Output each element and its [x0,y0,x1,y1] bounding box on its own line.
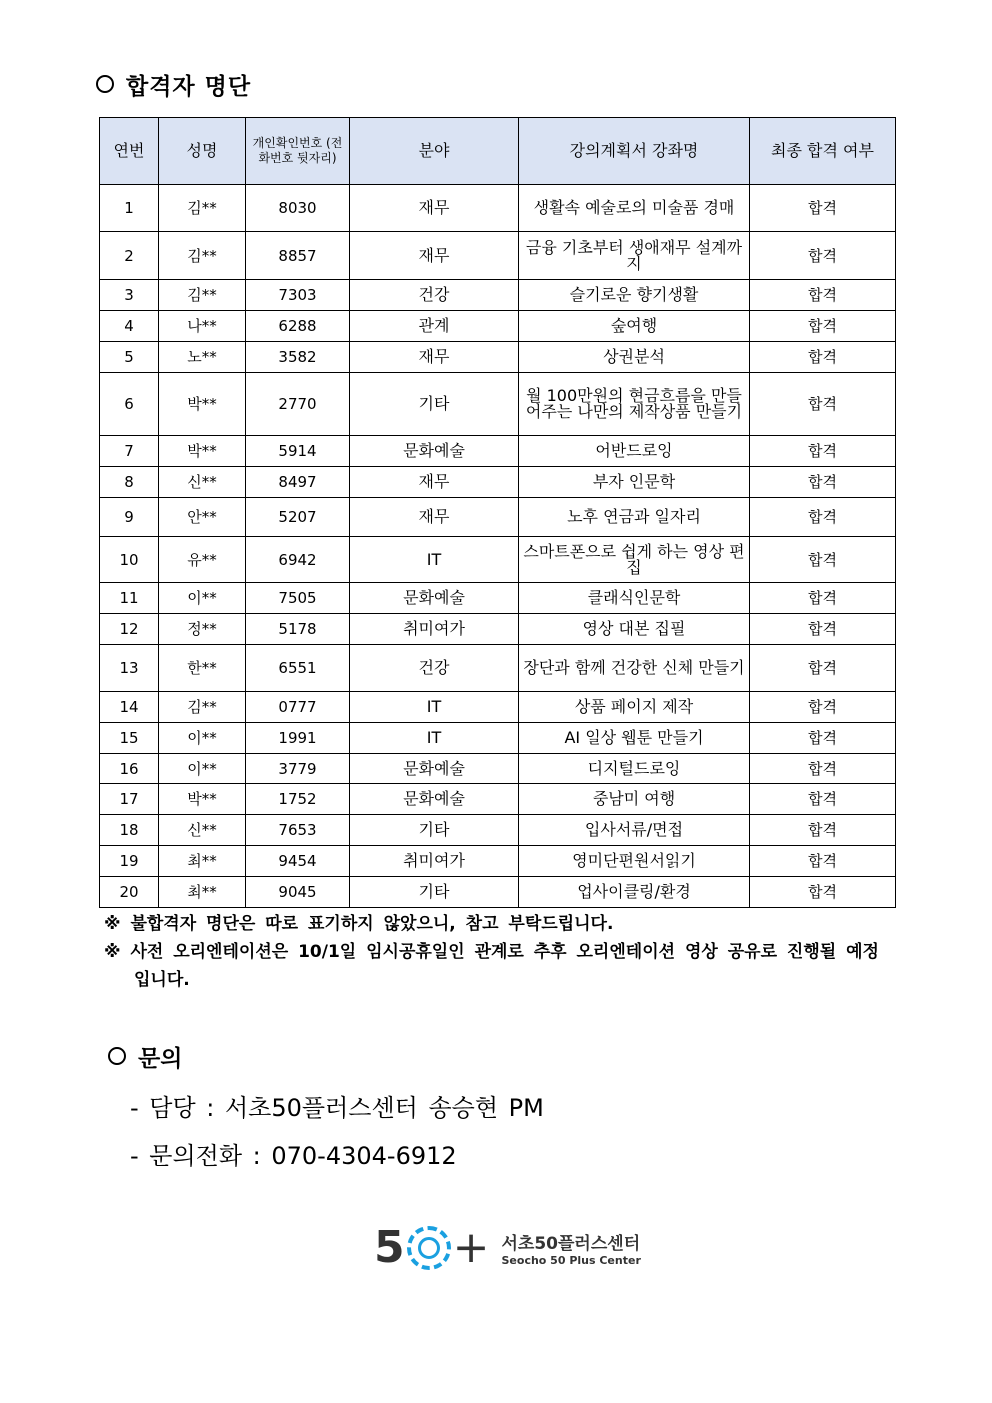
table-cell: 박** [159,373,246,436]
table-cell: 슬기로운 향기생활 [519,280,750,311]
table-cell: 12 [100,614,159,645]
table-cell: 0777 [246,692,350,723]
table-cell: 김** [159,692,246,723]
table-cell: 스마트폰으로 쉽게 하는 영상 편집 [519,537,750,583]
table-cell: 이** [159,583,246,614]
table-cell: 문화예술 [350,784,519,815]
table-cell: 8030 [246,185,350,232]
logo-en: Seocho 50 Plus Center [501,1253,641,1267]
table-cell: 합격 [750,342,896,373]
table-cell: 20 [100,877,159,908]
table-cell: 정** [159,614,246,645]
section-title-text: 합격자 명단 [126,74,252,100]
table-row [100,232,896,280]
table-cell: 재무 [350,467,519,498]
logo-ring-icon [407,1226,451,1270]
table-cell: 5178 [246,614,350,645]
table-cell: 13 [100,645,159,692]
table-cell: 4 [100,311,159,342]
table-cell: 합격 [750,815,896,846]
table-cell: 합격 [750,185,896,232]
table-cell: 신** [159,815,246,846]
table-row [100,373,896,436]
table-row [100,784,896,815]
table-cell: 건강 [350,280,519,311]
table-cell: 나** [159,311,246,342]
table-row [100,723,896,754]
table-cell: 7505 [246,583,350,614]
table-row [100,692,896,723]
table-cell: 합격 [750,537,896,583]
table-cell: 문화예술 [350,583,519,614]
table-row [100,280,896,311]
table-cell: 1991 [246,723,350,754]
table-cell: 15 [100,723,159,754]
table-cell: 합격 [750,311,896,342]
table-cell: 6288 [246,311,350,342]
table-cell: 2 [100,232,159,280]
table-cell: 1 [100,185,159,232]
table-cell: 노** [159,342,246,373]
table-row [100,645,896,692]
note: ※ 사전 오리엔테이션은 10/1일 임시공휴일인 관계로 추후 오리엔테이션 영상 공유로 진행될 예정입니다. [104,942,879,990]
table-cell: 합격 [750,467,896,498]
table-cell: 입사서류/면접 [519,815,750,846]
table-row [100,877,896,908]
table-cell: 노후 연금과 일자리 [519,498,750,537]
table-cell: 장단과 함께 건강한 신체 만들기 [519,645,750,692]
table-cell: 기타 [350,877,519,908]
table-cell: 재무 [350,232,519,280]
table-cell: IT [350,692,519,723]
table-cell: 합격 [750,784,896,815]
table-cell: 합격 [750,754,896,784]
table-row [100,311,896,342]
table-cell: 9045 [246,877,350,908]
table-cell: 상권분석 [519,342,750,373]
logo-5: 5 [374,1222,405,1273]
table-row [100,467,896,498]
column-header: 성명 [159,118,246,185]
table-cell: 어반드로잉 [519,436,750,467]
table-cell: 최** [159,877,246,908]
table-cell: 8497 [246,467,350,498]
table-cell: 문화예술 [350,436,519,467]
table-cell: 월 100만원의 현금흐름을 만들어주는 나만의 제작상품 만들기 [519,373,750,436]
table-cell: 10 [100,537,159,583]
column-header: 분야 [350,118,519,185]
table-cell: 문화예술 [350,754,519,784]
center-logo [374,1222,641,1273]
table-row [100,754,896,784]
table-cell: 안** [159,498,246,537]
table-cell: 16 [100,754,159,784]
table-cell: 클래식인문학 [519,583,750,614]
table-cell: 3 [100,280,159,311]
passers-table [99,117,896,908]
table-cell: 영상 대본 집필 [519,614,750,645]
section-title-contact [108,1040,182,1073]
table-cell: IT [350,537,519,583]
table-cell: 취미여가 [350,846,519,877]
table-cell: 8857 [246,232,350,280]
table-cell: 합격 [750,614,896,645]
table-cell: 5 [100,342,159,373]
table-cell: 한** [159,645,246,692]
table-cell: 8 [100,467,159,498]
table-cell: 6551 [246,645,350,692]
table-cell: 17 [100,784,159,815]
circle-bullet-icon [108,1047,126,1065]
table-cell: 중남미 여행 [519,784,750,815]
table-cell: 합격 [750,436,896,467]
table-cell: 합격 [750,280,896,311]
table-cell: 박** [159,784,246,815]
table-row [100,436,896,467]
table-cell: 2770 [246,373,350,436]
table-row [100,498,896,537]
table-cell: 영미단편원서읽기 [519,846,750,877]
table-cell: 7 [100,436,159,467]
table-cell: 6 [100,373,159,436]
table-cell: 업사이클링/환경 [519,877,750,908]
table-cell: 재무 [350,185,519,232]
table-row [100,614,896,645]
table-cell: 재무 [350,342,519,373]
table-cell: 유** [159,537,246,583]
table-cell: 합격 [750,583,896,614]
table-cell: 6942 [246,537,350,583]
section-title-passers [96,68,251,101]
table-cell: 9454 [246,846,350,877]
table-row [100,815,896,846]
table-row [100,342,896,373]
table-cell: 합격 [750,723,896,754]
table-cell: 부자 인문학 [519,467,750,498]
table-cell: 7303 [246,280,350,311]
table-cell: 생활속 예술로의 미술품 경매 [519,185,750,232]
table-cell: 3582 [246,342,350,373]
table-cell: IT [350,723,519,754]
table-cell: 관계 [350,311,519,342]
table-cell: 이** [159,723,246,754]
table-cell: 3779 [246,754,350,784]
table-cell: 합격 [750,846,896,877]
column-header: 연번 [100,118,159,185]
table-cell: 합격 [750,498,896,537]
logo-plus: + [452,1222,490,1273]
table-row [100,185,896,232]
note: ※ 불합격자 명단은 따로 표기하지 않았으니, 참고 부탁드립니다. [104,914,614,934]
table-cell: 디지털드로잉 [519,754,750,784]
column-header: 강의계획서 강좌명 [519,118,750,185]
table-cell: 금융 기초부터 생애재무 설계까지 [519,232,750,280]
table-cell: 합격 [750,877,896,908]
table-cell: 합격 [750,232,896,280]
table-cell: 기타 [350,373,519,436]
table-cell: 박** [159,436,246,467]
table-cell: 합격 [750,692,896,723]
table-cell: 취미여가 [350,614,519,645]
table-cell: 5914 [246,436,350,467]
section-title-text: 문의 [138,1046,183,1072]
table-cell: 합격 [750,373,896,436]
table-cell: 이** [159,754,246,784]
table-cell: 1752 [246,784,350,815]
table-cell: 5207 [246,498,350,537]
table-cell: 상품 페이지 제작 [519,692,750,723]
column-header: 개인확인번호 (전화번호 뒷자리) [246,118,350,185]
table-cell: 김** [159,280,246,311]
table-cell: 11 [100,583,159,614]
table-row [100,537,896,583]
table-row [100,583,896,614]
table-cell: 신** [159,467,246,498]
table-cell: AI 일상 웹툰 만들기 [519,723,750,754]
table-cell: 9 [100,498,159,537]
table-cell: 14 [100,692,159,723]
table-cell: 최** [159,846,246,877]
contact-person: - 담당 : 서초50플러스센터 송승현 PM [130,1094,544,1122]
table-cell: 7653 [246,815,350,846]
circle-bullet-icon [96,75,114,93]
notes [104,910,894,994]
table-cell: 18 [100,815,159,846]
table-row [100,846,896,877]
column-header: 최종 합격 여부 [750,118,896,185]
table-cell: 19 [100,846,159,877]
table-cell: 김** [159,232,246,280]
table-cell: 김** [159,185,246,232]
table-cell: 기타 [350,815,519,846]
table-cell: 건강 [350,645,519,692]
table-cell: 숲여행 [519,311,750,342]
contact-phone: - 문의전화 : 070-4304-6912 [130,1142,457,1170]
table-cell: 합격 [750,645,896,692]
logo-kr: 서초50플러스센터 [501,1233,641,1254]
table-cell: 재무 [350,498,519,537]
